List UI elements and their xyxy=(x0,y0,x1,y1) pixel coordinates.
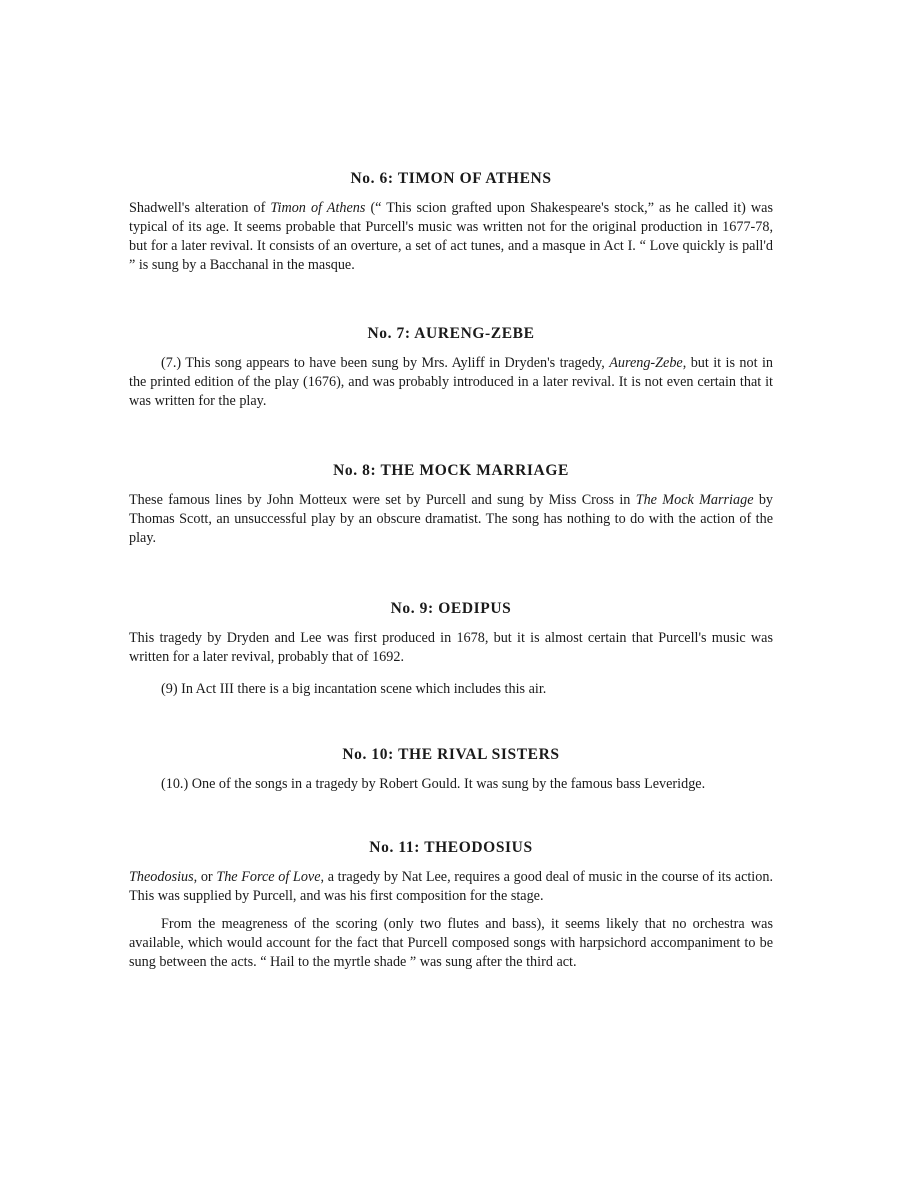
section-heading: No. 7: AURENG-ZEBE xyxy=(367,325,535,342)
text-run: This tragedy by Dryden and Lee was first produced in 1678, but it is almost certain that Purcell's music was written for a later revival, probably that of 1692. xyxy=(129,630,773,665)
section-the-mock-marriage xyxy=(129,460,773,548)
paragraph xyxy=(129,199,773,275)
text-run: (7.) This song appears to have been sung by Mrs. Ayliff in Dryden's tragedy, xyxy=(161,355,610,371)
paragraph xyxy=(129,354,773,411)
section-oedipus xyxy=(129,598,773,699)
text-run: From the meagreness of the scoring (only two flutes and bass), it seems likely that no orchestra was available, which would account for the fact that Purcell composed songs with harpsichord accompaniment to be sung between the acts. “ Hail to the myrtle shade ” was sung after the third act. xyxy=(129,916,773,970)
text-run: Shadwell's alteration of xyxy=(129,200,271,216)
section-timon-of-athens xyxy=(129,168,773,275)
paragraph xyxy=(129,775,773,794)
section-aureng-zebe xyxy=(129,323,773,411)
document-page xyxy=(129,168,773,972)
paragraph xyxy=(129,491,773,548)
section-heading: No. 10: THE RIVAL SISTERS xyxy=(342,746,560,763)
italic-title: Aureng-Zebe xyxy=(609,355,683,371)
text-run: , or xyxy=(193,869,217,885)
paragraph xyxy=(129,680,773,699)
section-heading: No. 8: THE MOCK MARRIAGE xyxy=(333,462,569,479)
text-run: , but it is not in the printed edition of the play (1676), and was probably introduced in a later revival. It is not even certain that it was written for the play. xyxy=(129,355,774,409)
italic-title: Timon of Athens xyxy=(270,200,366,216)
text-run: (9) In Act III there is a big incantation scene which includes this air. xyxy=(161,681,547,697)
section-heading: No. 11: THEODOSIUS xyxy=(369,839,533,856)
paragraph xyxy=(129,915,773,972)
italic-title: The Mock Marriage xyxy=(635,492,754,508)
paragraph xyxy=(129,629,773,667)
italic-title: The Force of Love xyxy=(216,869,321,885)
section-theodosius xyxy=(129,837,773,972)
text-run: , a tragedy by Nat Lee, requires a good deal of music in the course of its action. This was supplied by Purcell, and was his first composition for the stage. xyxy=(129,869,773,904)
section-the-rival-sisters xyxy=(129,744,773,794)
text-run: (10.) One of the songs in a tragedy by Robert Gould. It was sung by the famous bass Leveridge. xyxy=(161,776,706,792)
section-heading: No. 9: OEDIPUS xyxy=(390,600,512,617)
text-run: These famous lines by John Motteux were set by Purcell and sung by Miss Cross in xyxy=(129,492,636,508)
italic-title: Theodosius xyxy=(129,869,194,885)
section-heading: No. 6: TIMON OF ATHENS xyxy=(350,170,552,187)
text-run: by Thomas Scott, an unsuccessful play by an obscure dramatist. The song has nothing to do with the action of the play. xyxy=(129,492,774,546)
paragraph xyxy=(129,868,773,906)
text-run: (“ This scion grafted upon Shakespeare's stock,” as he called it) was typical of its age. It seems probable that Purcell's music was written not for the original production in 1677-78, but for a later revival. It consists of an overture, a set of act tunes, and a masque in Act I. “ Love quickly is pall'd ” is sung by a Bacchanal in the masque. xyxy=(129,200,773,273)
